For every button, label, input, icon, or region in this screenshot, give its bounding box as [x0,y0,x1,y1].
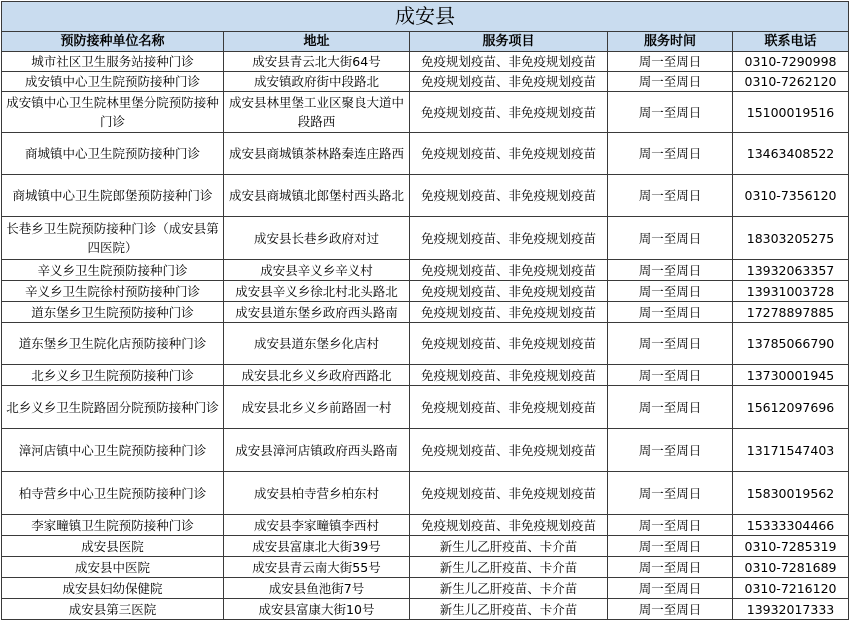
cell-service: 新生儿乙肝疫苗、卡介苗 [410,557,608,578]
table-row [2,302,849,323]
cell-address: 成安县富康大街10号 [224,599,410,620]
cell-service: 免疫规划疫苗、非免疫规划疫苗 [410,72,608,92]
cell-service: 免疫规划疫苗、非免疫规划疫苗 [410,92,608,133]
cell-address: 成安县富康北大街39号 [224,536,410,557]
table-row [2,536,849,557]
cell-phone: 18303205275 [733,217,849,260]
cell-unit-name: 成安县妇幼保健院 [2,578,224,599]
cell-unit-name: 成安镇中心卫生院预防接种门诊 [2,72,224,92]
cell-address: 成安县李家疃镇李西村 [224,515,410,536]
header-time: 服务时间 [608,32,733,52]
cell-service: 新生儿乙肝疫苗、卡介苗 [410,599,608,620]
table-row [2,557,849,578]
cell-time: 周一至周日 [608,557,733,578]
cell-time: 周一至周日 [608,599,733,620]
cell-time: 周一至周日 [608,536,733,557]
cell-phone: 13730001945 [733,365,849,386]
cell-address: 成安县鱼池街7号 [224,578,410,599]
cell-phone: 13932017333 [733,599,849,620]
cell-unit-name: 商城镇中心卫生院预防接种门诊 [2,133,224,175]
cell-time: 周一至周日 [608,472,733,515]
cell-address: 成安县林里堡工业区聚良大道中段路西 [224,92,410,133]
table-body [2,52,849,620]
table-row [2,515,849,536]
cell-time: 周一至周日 [608,515,733,536]
header-service: 服务项目 [410,32,608,52]
cell-phone: 0310-7281689 [733,557,849,578]
cell-unit-name: 漳河店镇中心卫生院预防接种门诊 [2,429,224,472]
table-row [2,72,849,92]
cell-time: 周一至周日 [608,578,733,599]
cell-address: 成安县商城镇茶林路秦连庄路西 [224,133,410,175]
header-phone: 联系电话 [733,32,849,52]
cell-unit-name: 柏寺营乡中心卫生院预防接种门诊 [2,472,224,515]
cell-time: 周一至周日 [608,281,733,302]
cell-phone: 13931003728 [733,281,849,302]
table-row [2,92,849,133]
cell-time: 周一至周日 [608,72,733,92]
header-unit-name: 预防接种单位名称 [2,32,224,52]
cell-unit-name: 成安县医院 [2,536,224,557]
header-row [2,32,849,52]
cell-unit-name: 辛义乡卫生院预防接种门诊 [2,260,224,281]
cell-service: 免疫规划疫苗、非免疫规划疫苗 [410,52,608,72]
table-row [2,281,849,302]
cell-service: 免疫规划疫苗、非免疫规划疫苗 [410,217,608,260]
cell-phone: 0310-7285319 [733,536,849,557]
cell-unit-name: 李家疃镇卫生院预防接种门诊 [2,515,224,536]
cell-time: 周一至周日 [608,386,733,429]
cell-unit-name: 辛义乡卫生院徐村预防接种门诊 [2,281,224,302]
cell-time: 周一至周日 [608,133,733,175]
cell-phone: 15100019516 [733,92,849,133]
cell-address: 成安县辛义乡辛义村 [224,260,410,281]
cell-phone: 13932063357 [733,260,849,281]
table-row [2,472,849,515]
cell-phone: 13785066790 [733,323,849,365]
cell-phone: 0310-7216120 [733,578,849,599]
cell-unit-name: 城市社区卫生服务站接种门诊 [2,52,224,72]
cell-unit-name: 道东堡乡卫生院预防接种门诊 [2,302,224,323]
cell-service: 免疫规划疫苗、非免疫规划疫苗 [410,133,608,175]
cell-time: 周一至周日 [608,302,733,323]
cell-address: 成安县道东堡乡政府西头路南 [224,302,410,323]
cell-address: 成安县青云北大街64号 [224,52,410,72]
cell-phone: 17278897885 [733,302,849,323]
cell-service: 免疫规划疫苗、非免疫规划疫苗 [410,472,608,515]
table-row [2,599,849,620]
cell-address: 成安县青云南大街55号 [224,557,410,578]
cell-address: 成安县长巷乡政府对过 [224,217,410,260]
cell-address: 成安县道东堡乡化店村 [224,323,410,365]
cell-time: 周一至周日 [608,429,733,472]
cell-address: 成安县北乡义乡政府西路北 [224,365,410,386]
cell-address: 成安县漳河店镇政府西头路南 [224,429,410,472]
cell-service: 新生儿乙肝疫苗、卡介苗 [410,578,608,599]
cell-unit-name: 北乡义乡卫生院路固分院预防接种门诊 [2,386,224,429]
cell-time: 周一至周日 [608,92,733,133]
cell-phone: 15612097696 [733,386,849,429]
cell-unit-name: 长巷乡卫生院预防接种门诊（成安县第四医院） [2,217,224,260]
table-row [2,365,849,386]
vaccination-table [1,1,849,620]
table-row [2,323,849,365]
table-row [2,260,849,281]
cell-address: 成安县柏寺营乡柏东村 [224,472,410,515]
table-row [2,52,849,72]
table-row [2,429,849,472]
county-title: 成安县 [2,2,849,32]
cell-unit-name: 北乡义乡卫生院预防接种门诊 [2,365,224,386]
cell-service: 新生儿乙肝疫苗、卡介苗 [410,536,608,557]
cell-time: 周一至周日 [608,175,733,217]
cell-service: 免疫规划疫苗、非免疫规划疫苗 [410,281,608,302]
cell-time: 周一至周日 [608,365,733,386]
cell-address: 成安县北乡义乡前路固一村 [224,386,410,429]
cell-unit-name: 成安县第三医院 [2,599,224,620]
cell-unit-name: 商城镇中心卫生院郎堡预防接种门诊 [2,175,224,217]
cell-service: 免疫规划疫苗、非免疫规划疫苗 [410,175,608,217]
table-row [2,133,849,175]
cell-phone: 13171547403 [733,429,849,472]
cell-service: 免疫规划疫苗、非免疫规划疫苗 [410,386,608,429]
cell-phone: 15333304466 [733,515,849,536]
cell-service: 免疫规划疫苗、非免疫规划疫苗 [410,302,608,323]
cell-address: 成安县辛义乡徐北村北头路北 [224,281,410,302]
cell-service: 免疫规划疫苗、非免疫规划疫苗 [410,515,608,536]
cell-unit-name: 成安县中医院 [2,557,224,578]
cell-time: 周一至周日 [608,217,733,260]
cell-time: 周一至周日 [608,260,733,281]
cell-time: 周一至周日 [608,323,733,365]
table-row [2,578,849,599]
cell-phone: 0310-7356120 [733,175,849,217]
cell-service: 免疫规划疫苗、非免疫规划疫苗 [410,429,608,472]
table-row [2,386,849,429]
cell-phone: 0310-7290998 [733,52,849,72]
table-row [2,217,849,260]
table-row [2,175,849,217]
cell-phone: 15830019562 [733,472,849,515]
cell-phone: 13463408522 [733,133,849,175]
cell-address: 成安镇政府街中段路北 [224,72,410,92]
cell-time: 周一至周日 [608,52,733,72]
cell-phone: 0310-7262120 [733,72,849,92]
cell-service: 免疫规划疫苗、非免疫规划疫苗 [410,260,608,281]
cell-unit-name: 道东堡乡卫生院化店预防接种门诊 [2,323,224,365]
header-address: 地址 [224,32,410,52]
title-row [2,2,849,32]
cell-service: 免疫规划疫苗、非免疫规划疫苗 [410,323,608,365]
cell-address: 成安县商城镇北郎堡村西头路北 [224,175,410,217]
cell-unit-name: 成安镇中心卫生院林里堡分院预防接种门诊 [2,92,224,133]
cell-service: 免疫规划疫苗、非免疫规划疫苗 [410,365,608,386]
